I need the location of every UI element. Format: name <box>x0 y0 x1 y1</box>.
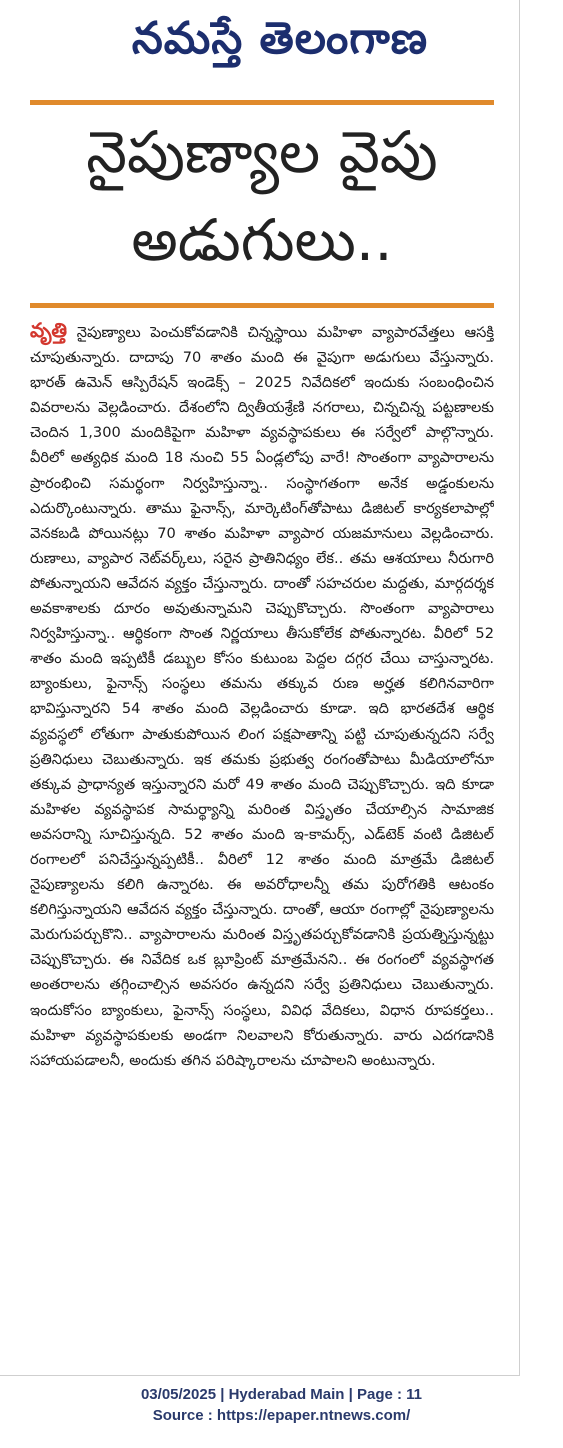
headline-line-1: నైపుణ్యాల వైపు <box>86 118 438 186</box>
headline-line-2: అడుగులు.. <box>131 206 393 274</box>
edition-info: 03/05/2025 | Hyderabad Main | Page : 11 <box>140 1386 423 1403</box>
headline <box>30 108 494 298</box>
masthead-logo: నమస్తే తెలంగాణ <box>131 13 429 64</box>
clipping-bottom-border <box>0 1375 520 1376</box>
lead-word: వృత్తి <box>30 318 67 342</box>
article-text <box>30 318 494 1073</box>
headline-bottom-rule <box>30 303 494 308</box>
source-link: Source : https://epaper.ntnews.com/ <box>152 1407 411 1424</box>
source-footer <box>0 1384 563 1426</box>
article-paragraph: నైపుణ్యాలు పెంచుకోవడానికి చిన్నస్థాయి మహిళా వ్యాపారవేత్తలు ఆసక్తి చూపుతున్నారు. దాదాపు 70 శాతం మంది ఈ వైపుగా అడుగులు వేస్తున్నారు. భారత్ ఉమెన్ ఆస్పిరేషన్ ఇండెక్స్ – 2025 నివేదికలో ఇందుకు సంబంధించిన వివరాలను వెల్లడించారు. దేశంలోని ద్వితీయశ్రేణి నగరాలు, చిన్నచిన్న పట్టణాలకు చెందిన 1,300 మందికిపైగా మహిళా వ్యవస్థాపకులు ఈ సర్వేలో పాల్గొన్నారు. వీరిలో అత్యధిక మంది 18 నుంచి 55 ఏండ్లలోపు వారే! సొంతంగా వ్యాపారాలను ప్రారంభించి సమర్థంగా నిర్వహిస్తున్నా.. సంస్థాగతంగా అనేక అడ్డంకులను ఎదుర్కొంటున్నారు. తాము ఫైనాన్స్, మార్కెటింగ్‌తోపాటు డిజిటల్ కార్యకలాపాల్లో వెనకబడి పోయినట్లు 70 శాతం మహిళా వ్యాపార యజమానులు వెల్లడించారు. రుణాలు, వ్యాపార నెట్‌వర్క్‌లు, సరైన ప్రాతినిధ్యం లేక.. తమ ఆశయాలు నీరుగారి పోతున్నాయని ఆవేదన వ్యక్తం చేస్తున్నారు. దాంతో సహచరుల మద్దతు, మార్గదర్శక అవకాశాలకు దూరం అవుతున్నామని చెప్పుకొచ్చారు. సొంతంగా వ్యాపారాలు నిర్వహిస్తున్నా.. ఆర్థికంగా సొంత నిర్ణయాలు తీసుకోలేక పోతున్నారట. వీరిలో 52 శాతం మంది ఇప్పటికీ డబ్బుల కోసం కుటుంబ పెద్దల దగ్గర చేయి చాస్తున్నారట. బ్యాంకులు, ఫైనాన్స్ సంస్థలు తమను తక్కువ రుణ అర్హత కలిగినవారిగా భావిస్తున్నారని 54 శాతం మంది వెల్లడించారు కూడా. ఇది భారతదేశ ఆర్థిక వ్యవస్థలో లోతుగా పాతుకుపోయిన లింగ పక్షపాతాన్ని పట్టి చూపుతున్నదని సర్వే ప్రతినిధులు చెబుతున్నారు. ఇక తమకు ప్రభుత్వ రంగంతోపాటు మీడియాలోనూ తక్కువ ప్రాధాన్యత ఇస్తున్నారని మరో 49 శాతం మంది చెప్పుకొచ్చారు. ఇది కూడా మహిళల వ్యవస్థాపక సామర్థ్యాన్ని మరింత విస్తృతం చేయాల్సిన సామాజిక అవసరాన్ని సూచిస్తున్నది. 52 శాతం మంది ఇ-కామర్స్, ఎడ్‌టెక్ వంటి డిజిటల్ రంగాలలో పనిచేస్తున్నప్పటికీ.. వీరిలో 12 శాతం మంది మాత్రమే డిజిటల్ నైపుణ్యాలను కలిగి ఉన్నారట. ఈ అవరోధాలన్నీ తమ పురోగతికి ఆటంకం కలిగిస్తున్నాయని ఆవేదన వ్యక్తం చేస్తున్నారు. దాంతో, ఆయా రంగాల్లో నైపుణ్యాలను మెరుగుపర్చుకొని.. వ్యాపారాలను మరింత విస్తృతపర్చుకోవడానికి ప్రయత్నిస్తున్నట్టు చెప్పుకొచ్చారు. ఈ నివేదిక ఒక బ్లూప్రింట్ మాత్రమేనని.. ఈ రంగంలో వ్యవస్థాగత అంతరాలను తగ్గించాల్సిన అవసరం ఉన్నదని సర్వే ప్రతినిధులు చెబుతున్నారు. ఇందుకోసం బ్యాంకులు, ఫైనాన్స్ సంస్థలు, వివిధ వేదికలు, విధాన రూపకర్తలు.. మహిళా వ్యవస్థాపకులకు అండగా నిలవాలని కోరుతున్నారు. వారు ఎదగడానికి సహాయపడాలనీ, అందుకు తగిన పరిష్కారాలను చూపాలని అంటున్నారు. <box>30 324 494 1069</box>
headline-top-rule <box>30 100 494 105</box>
article-body <box>30 318 494 1358</box>
clipping-right-border <box>519 0 520 1375</box>
